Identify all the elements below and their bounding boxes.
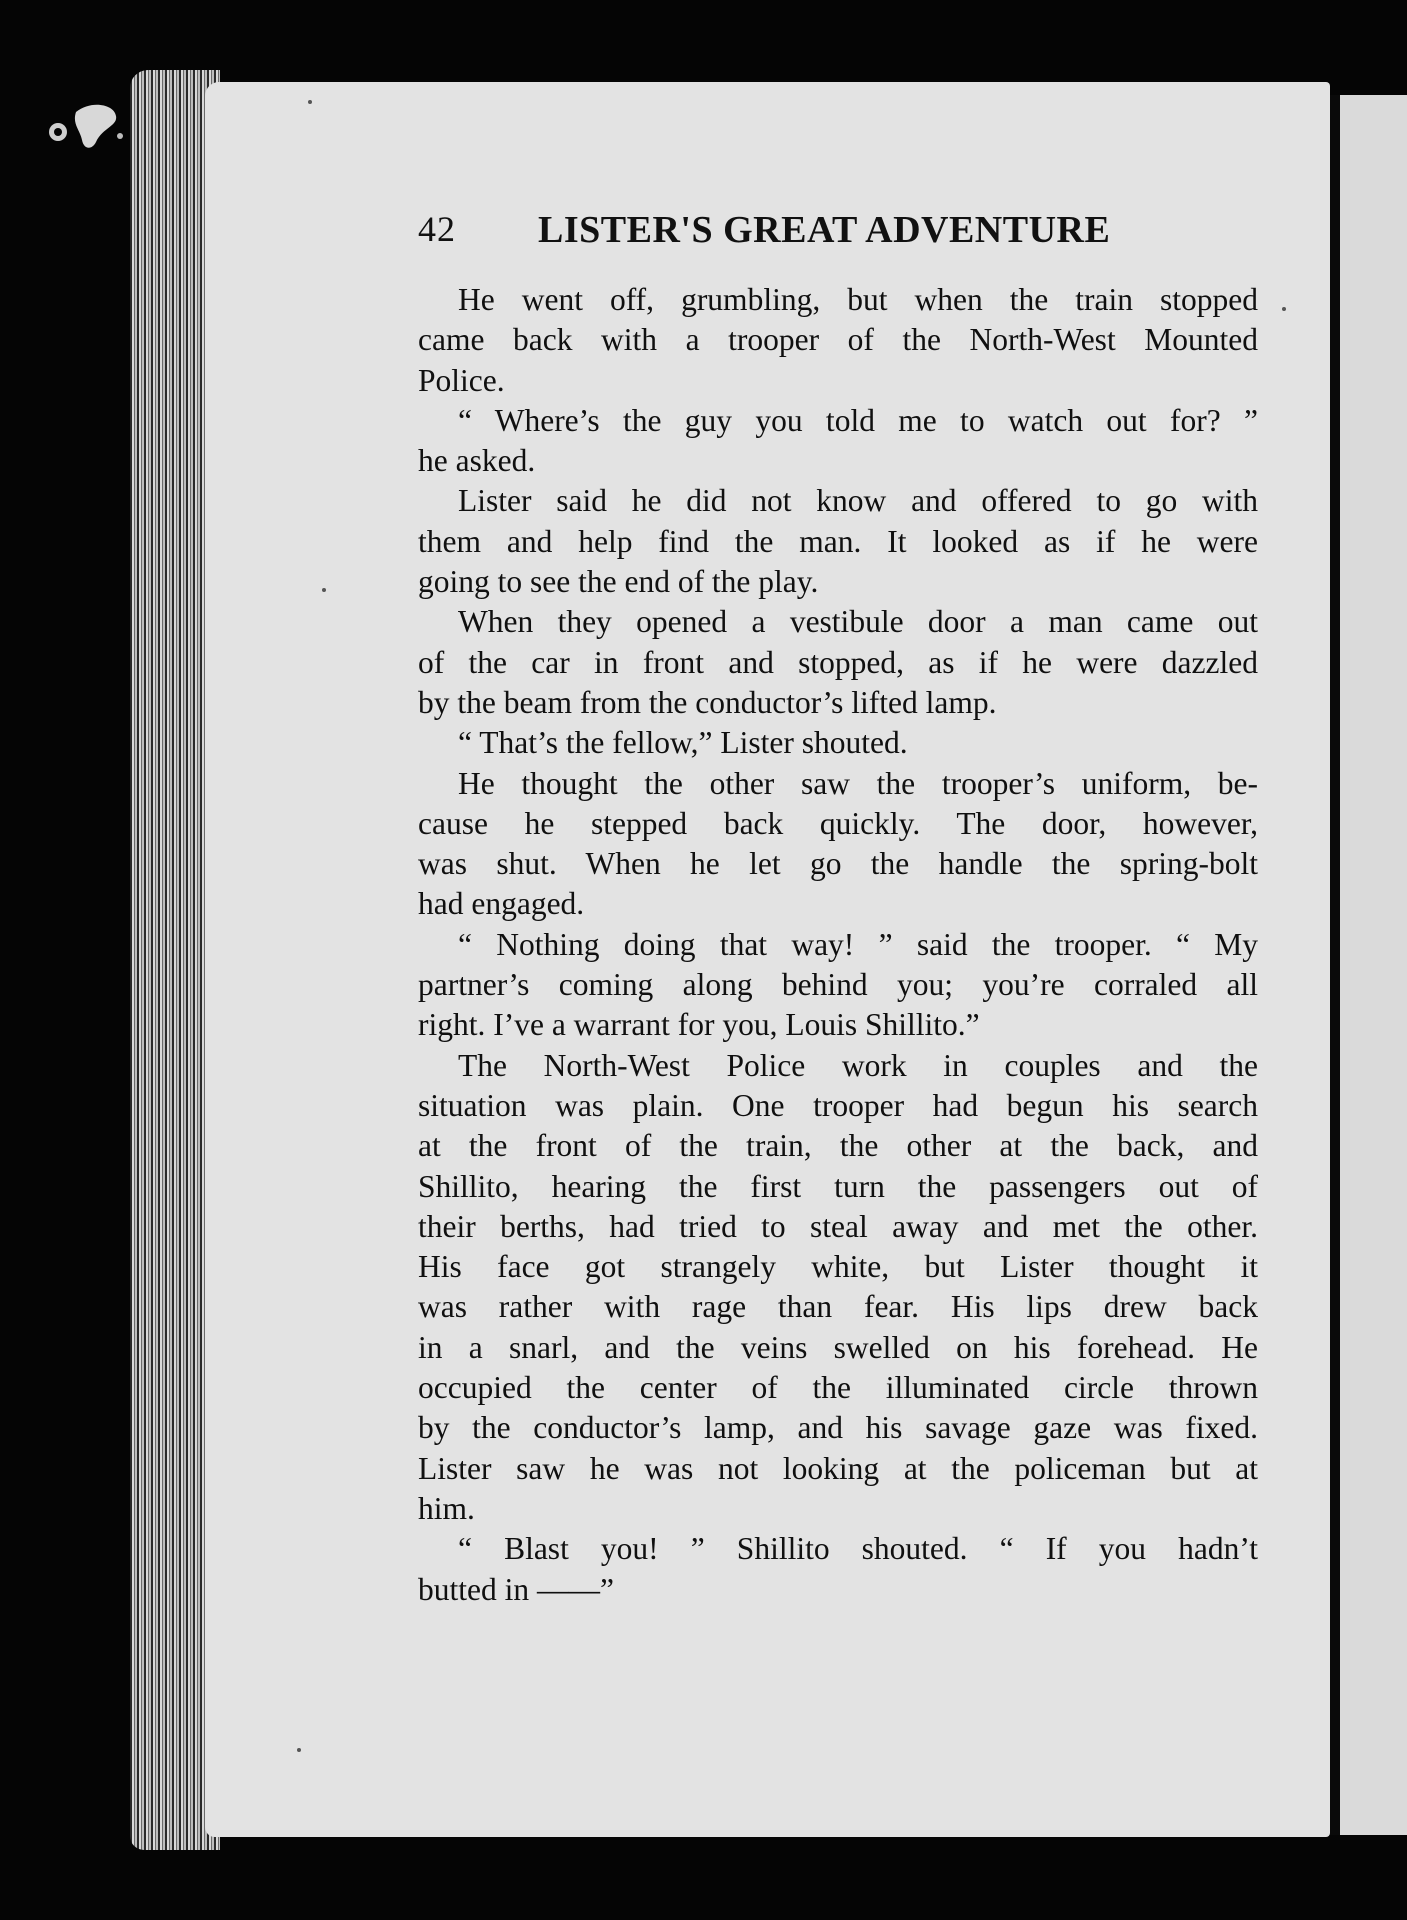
text-line: their berths, had tried to steal away and met the other.: [418, 1208, 1258, 1244]
text-line: occupied the center of the illuminated circle thrown: [418, 1370, 1258, 1406]
running-head: [418, 208, 1158, 258]
text-line: was shut. When he let go the handle the spring-bolt: [418, 846, 1258, 882]
text-line: When they opened a vestibule door a man came out: [458, 604, 1258, 640]
text-line: by the conductor’s lamp, and his savage gaze was fixed.: [418, 1410, 1258, 1446]
text-line: butted in ——”: [418, 1571, 614, 1607]
text-line: “ Nothing doing that way! ” said the trooper. “ My: [458, 926, 1258, 962]
text-line: “ Where’s the guy you told me to watch out for? ”: [458, 402, 1258, 438]
text-line: came back with a trooper of the North-West Mounted: [418, 322, 1258, 358]
text-line: situation was plain. One trooper had begun his search: [418, 1087, 1258, 1123]
body-text: [418, 280, 1258, 1610]
page-number: 42: [418, 209, 456, 249]
dust-speck: [322, 588, 326, 592]
text-line: cause he stepped back quickly. The door, however,: [418, 805, 1258, 841]
text-line: Police.: [418, 362, 505, 398]
text-line: He thought the other saw the trooper’s uniform, be-: [458, 765, 1258, 801]
ink-blot-mark: [36, 92, 126, 162]
text-line: The North-West Police work in couples and the: [458, 1047, 1258, 1083]
text-line: going to see the end of the play.: [418, 564, 819, 600]
text-line: He went off, grumbling, but when the train stopped: [458, 282, 1258, 317]
text-line: Lister saw he was not looking at the policeman but at: [418, 1450, 1258, 1486]
text-line: His face got strangely white, but Lister thought it: [418, 1249, 1258, 1285]
text-line: “ Blast you! ” Shillito shouted. “ If you hadn’t: [458, 1531, 1258, 1567]
text-line: partner’s coming along behind you; you’re corraled all: [418, 967, 1258, 1003]
text-line: Lister said he did not know and offered to go with: [458, 483, 1258, 519]
text-line: in a snarl, and the veins swelled on his forehead. He: [418, 1329, 1258, 1365]
text-line: him.: [418, 1490, 475, 1526]
facing-page-edge: [1340, 95, 1407, 1835]
text-line: by the beam from the conductor’s lifted lamp.: [418, 684, 997, 720]
text-line: he asked.: [418, 443, 536, 479]
text-line: of the car in front and stopped, as if he were dazzled: [418, 644, 1258, 680]
text-line: them and help find the man. It looked as if he were: [418, 523, 1258, 559]
text-line: “ That’s the fellow,” Lister shouted.: [458, 725, 908, 761]
dust-speck: [297, 1748, 301, 1752]
dust-speck: [308, 100, 312, 104]
text-line: Shillito, hearing the first turn the passengers out of: [418, 1168, 1258, 1204]
text-line: had engaged.: [418, 886, 585, 922]
running-title: LISTER'S GREAT ADVENTURE: [538, 209, 1111, 251]
text-line: at the front of the train, the other at the back, and: [418, 1128, 1258, 1164]
text-line: was rather with rage than fear. His lips drew back: [418, 1289, 1258, 1325]
binding-gutter: [1330, 95, 1340, 1835]
text-line: right. I’ve a warrant for you, Louis Shillito.”: [418, 1007, 980, 1043]
dust-speck: [1282, 307, 1286, 311]
